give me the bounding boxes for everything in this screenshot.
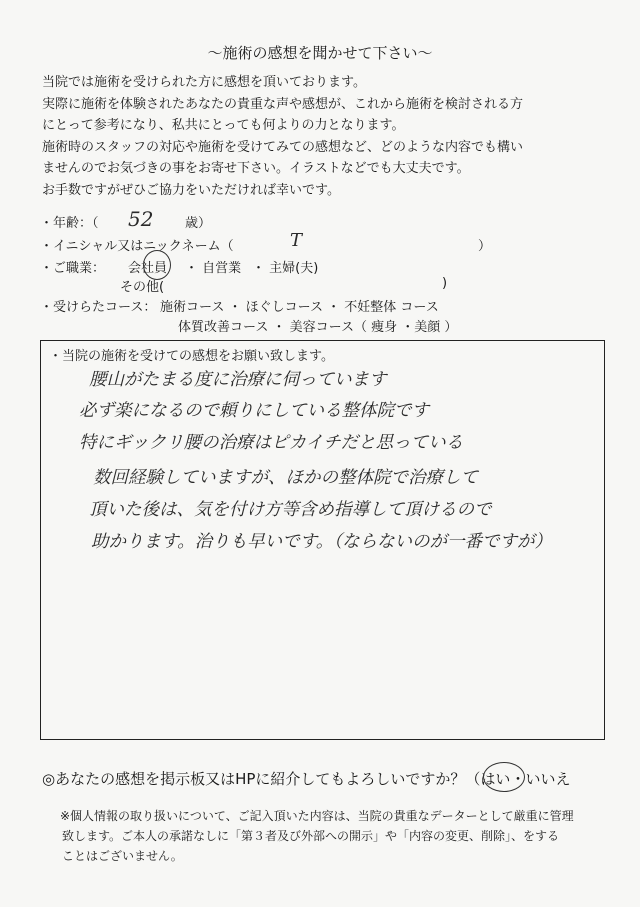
occupation-option-homemaker[interactable]: ・ 主婦(夫): [252, 261, 319, 276]
occupation-other-close: ): [442, 276, 448, 291]
note-line: ※個人情報の取り扱いについて、ご記入頂いた内容は、当院の貴重なデーターとして厳重に管理: [60, 809, 574, 823]
intro-text: [42, 72, 612, 201]
impressions-label: ・当院の施術を受けての感想をお願い致します。: [49, 349, 334, 364]
initial-close: ）: [478, 239, 492, 254]
intro-line: 当院では施術を受けられた方に感想を頂いております。: [42, 75, 366, 90]
intro-line: 施術時のスタッフの対応や施術を受けてみての感想など、どのような内容でも構い: [42, 139, 524, 155]
note-line: ことはございません。: [62, 849, 183, 863]
handwritten-line: 必ず楽になるので頼りにしている整体院です: [79, 401, 429, 421]
intro-line: お手数ですがぜひご協力をいただければ幸いです。: [42, 182, 340, 198]
impressions-box[interactable]: [40, 340, 605, 740]
consent-no[interactable]: いいえ: [525, 770, 571, 788]
consent-question-text: ◎あなたの感想を掲示板又はHPに紹介してもよろしいですか？（: [42, 770, 481, 788]
occupation-label: ・ご職業：: [40, 261, 106, 276]
age-label: ・年齢：（: [40, 216, 99, 231]
age-value[interactable]: 52: [128, 207, 154, 231]
occupation-other-label: その他(: [120, 280, 165, 295]
occupation-option-self[interactable]: ・ 自営業: [185, 261, 242, 276]
occupation-option-employee[interactable]: 会社員: [128, 261, 168, 276]
privacy-note: [60, 806, 605, 866]
age-suffix: 歳）: [185, 216, 212, 231]
note-line: 致します。ご本人の承諾なしに「第３者及び外部への開示」や「内容の変更、削除」、をする: [62, 829, 560, 843]
selection-circle: [483, 762, 525, 792]
course-options-line1[interactable]: 施術コース ・ ほぐしコース ・ 不妊整体 コース: [160, 300, 439, 315]
course-label: ・受けらたコース：: [40, 300, 157, 315]
handwritten-line: 助かります。治りも早いです。（ならないのが一番ですが）: [91, 532, 552, 552]
handwritten-line: 特にギックリ腰の治療はピカイチだと思っている: [79, 433, 464, 453]
handwritten-line: 頂いた後は、気を付け方等含め指導して頂けるので: [89, 500, 492, 520]
intro-line: 実際に施術を体験されたあなたの貴重な声や感想が、これから施術を検討される方: [42, 96, 524, 112]
initial-value[interactable]: T: [290, 230, 303, 251]
initial-label: ・イニシャル又はニックネーム（: [40, 239, 234, 254]
handwritten-line: 腰山がたまる度に治療に伺っています: [89, 370, 387, 390]
course-options-line2[interactable]: 体質改善コース ・ 美容コース（ 痩身 ・美顔 ）: [178, 320, 458, 335]
consent-yes[interactable]: はい: [480, 770, 511, 788]
intro-line: にとって参考になり、私共にとっても何よりの力となります。: [42, 118, 405, 133]
handwritten-line: 数回経験していますが、ほかの整体院で治療して: [93, 468, 478, 488]
page-title: ～施術の感想を聞かせて下さい～: [207, 44, 433, 62]
consent-separator: ・: [510, 770, 526, 788]
intro-line: ませんのでお気づきの事をお寄せ下さい。イラストなどでも大丈夫です。: [42, 161, 470, 176]
